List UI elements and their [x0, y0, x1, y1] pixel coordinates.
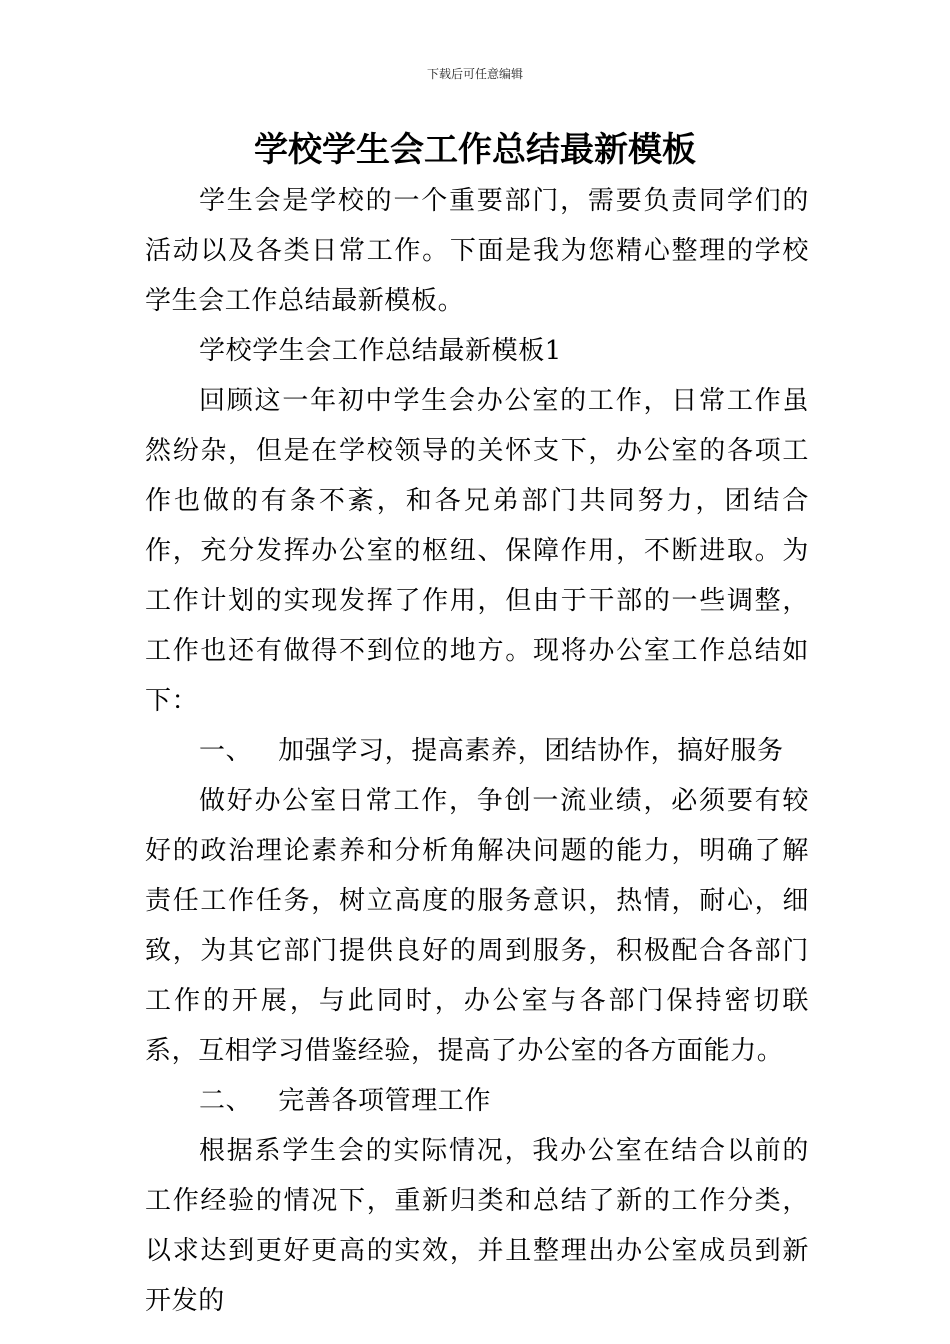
- section-title-1: 加强学习，提高素养，团结协作，搞好服务: [278, 736, 784, 766]
- section-heading-1: [145, 726, 809, 776]
- paragraph-2: 做好办公室日常工作，争创一流业绩，必须要有较好的政治理论素养和分析角解决问题的能力，明确了解责任工作任务，树立高度的服务意识，热情，耐心，细致，为其它部门提供良好的周到服务，积极配合各部门工作的开展，与此同时，办公室与各部门保持密切联系，互相学习借鉴经验，提高了办公室的各方面能力。: [145, 786, 809, 1066]
- subtitle: 学校学生会工作总结最新模板1: [199, 336, 562, 366]
- document-body: [145, 176, 809, 1326]
- section-heading-2: [145, 1076, 809, 1126]
- intro-paragraph: 学生会是学校的一个重要部门，需要负责同学们的活动以及各类日常工作。下面是我为您精心整理的学校学生会工作总结最新模板。: [145, 186, 809, 316]
- section-number-2: 二、: [199, 1086, 253, 1116]
- section-number-1: 一、: [199, 736, 253, 766]
- paragraph-1: 回顾这一年初中学生会办公室的工作，日常工作虽然纷杂，但是在学校领导的关怀支下，办公室的各项工作也做的有条不紊，和各兄弟部门共同努力，团结合作，充分发挥办公室的枢纽、保障作用，不断进取。为工作计划的实现发挥了作用，但由于干部的一些调整，工作也还有做得不到位的地方。现将办公室工作总结如下：: [145, 386, 809, 716]
- paragraph-3: 根据系学生会的实际情况，我办公室在结合以前的工作经验的情况下，重新归类和总结了新的工作分类，以求达到更好更高的实效，并且整理出办公室成员到新开发的: [145, 1136, 809, 1316]
- header-note: 下载后可任意编辑: [426, 67, 523, 81]
- section-title-2: 完善各项管理工作: [278, 1086, 492, 1116]
- document-title: 学校学生会工作总结最新模板: [254, 130, 696, 170]
